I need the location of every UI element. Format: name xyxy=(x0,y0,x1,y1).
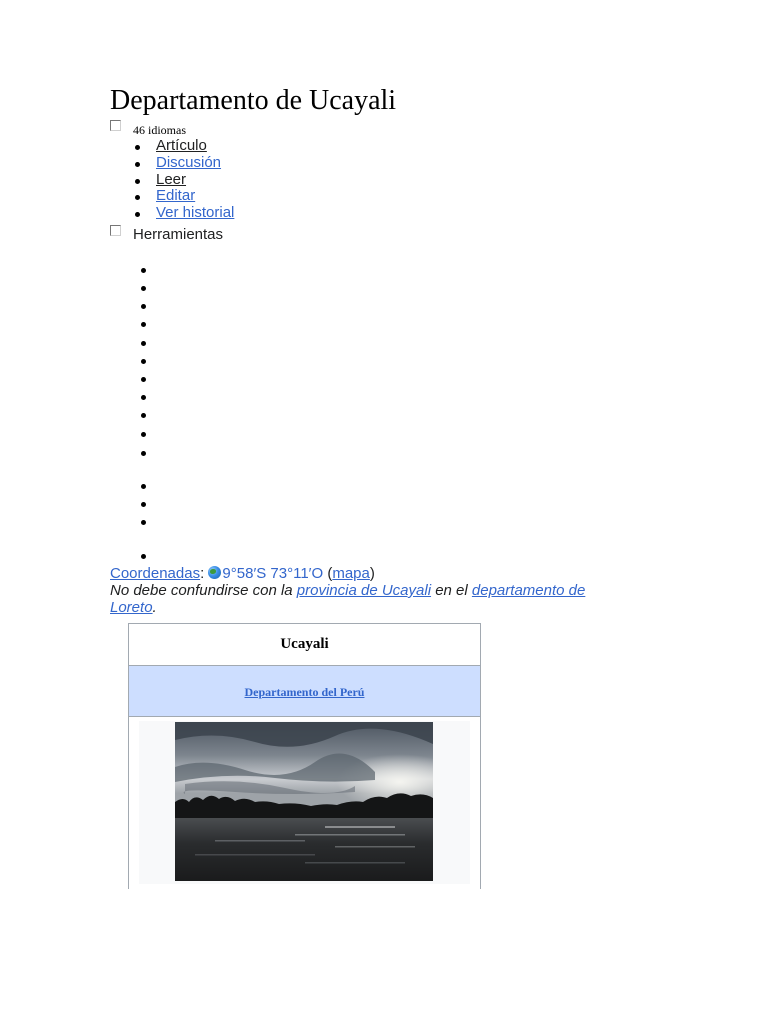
loreto-link[interactable]: departamento de Loreto xyxy=(110,582,586,616)
infobox-image-cell xyxy=(139,721,470,884)
infobox-subtitle-link[interactable]: Departamento del Perú xyxy=(244,685,365,699)
close-paren: ) xyxy=(369,565,375,582)
infobox xyxy=(128,623,481,889)
list-item-bullet xyxy=(141,286,146,291)
tools-toggle-checkbox[interactable] xyxy=(110,225,121,236)
tab-history-label[interactable]: Ver historial xyxy=(156,204,235,222)
hatnote-middle: en el xyxy=(431,582,472,599)
list-item-bullet xyxy=(141,304,146,309)
list-item-bullet xyxy=(141,268,146,273)
hatnote-suffix: . xyxy=(152,599,157,616)
list-item-bullet xyxy=(141,395,146,400)
languages-label[interactable]: 46 idiomas xyxy=(133,123,186,137)
list-item-bullet xyxy=(141,451,146,456)
infobox-title: Ucayali xyxy=(129,624,480,666)
globe-icon xyxy=(208,566,221,579)
tab-article[interactable] xyxy=(156,138,234,155)
tab-edit[interactable] xyxy=(156,188,234,205)
open-paren: ( xyxy=(323,565,333,582)
tab-discussion-label[interactable]: Discusión xyxy=(156,153,222,171)
map-link[interactable]: mapa xyxy=(332,565,370,582)
page-title: Departamento de Ucayali xyxy=(110,85,397,116)
list-item-bullet xyxy=(141,359,146,364)
list-item-bullet xyxy=(141,520,146,525)
tab-read[interactable] xyxy=(156,172,234,189)
province-link[interactable]: provincia de Ucayali xyxy=(296,582,432,599)
hatnote xyxy=(110,582,620,616)
coordinates-link[interactable]: Coordenadas xyxy=(110,565,201,582)
languages-toggle-checkbox[interactable] xyxy=(110,120,121,131)
tab-discussion[interactable] xyxy=(156,155,234,172)
coordinates-line xyxy=(110,565,375,582)
list-item-bullet xyxy=(141,484,146,489)
tools-label[interactable]: Herramientas xyxy=(133,226,224,243)
list-item-bullet xyxy=(141,322,146,327)
list-item-bullet xyxy=(141,502,146,507)
list-item-bullet xyxy=(141,432,146,437)
coordinates-separator: : xyxy=(200,565,205,582)
infobox-subtitle xyxy=(129,666,480,717)
tab-edit-label[interactable]: Editar xyxy=(156,187,196,205)
list-item-bullet xyxy=(141,554,146,559)
hatnote-prefix: No debe confundirse con la xyxy=(110,582,297,599)
tab-article-label[interactable]: Artículo xyxy=(156,137,207,154)
tab-history[interactable] xyxy=(156,205,234,222)
page-actions-list xyxy=(156,138,234,222)
coordinates-value-link[interactable]: 9°58′S 73°11′O xyxy=(222,565,324,582)
list-item-bullet xyxy=(141,413,146,418)
tab-read-label[interactable]: Leer xyxy=(156,170,187,188)
river-sunset-photo[interactable] xyxy=(175,722,433,881)
list-item-bullet xyxy=(141,377,146,382)
list-item-bullet xyxy=(141,341,146,346)
